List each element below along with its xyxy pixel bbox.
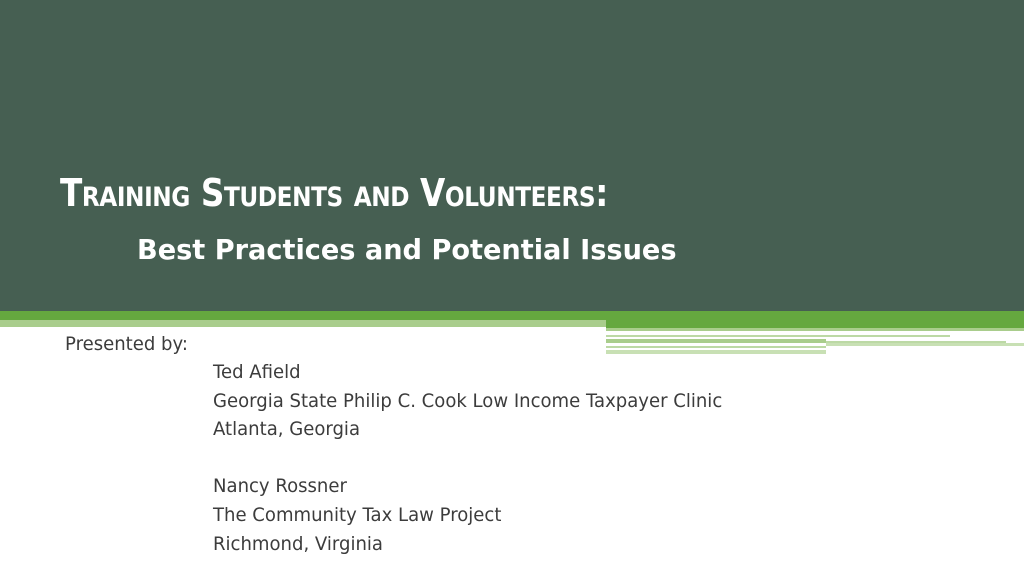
presenter-name: Ted Afield xyxy=(213,361,301,383)
accent-stripe xyxy=(606,320,1024,328)
presenter-organization: The Community Tax Law Project xyxy=(213,503,502,526)
presenter-location: Atlanta, Georgia xyxy=(213,418,361,441)
accent-stripe xyxy=(606,328,1024,331)
accent-stripe xyxy=(826,343,1024,346)
accent-stripe xyxy=(606,339,826,343)
presenter-organization: Georgia State Philip C. Cook Low Income Taxpayer Clinic xyxy=(213,389,723,412)
presenter-name: Nancy Rossner xyxy=(213,475,347,498)
presenter-block xyxy=(213,358,913,444)
accent-stripe xyxy=(606,346,826,348)
slide-subtitle: Best Practices and Potential Issues xyxy=(137,233,677,266)
accent-stripe xyxy=(0,320,606,327)
accent-stripe xyxy=(0,311,1024,320)
presented-by-label: Presented by: xyxy=(65,333,188,355)
presenter-block xyxy=(213,472,913,558)
slide-title: Training Students and Volunteers: xyxy=(60,171,608,215)
accent-stripe xyxy=(606,350,826,354)
presenter-spacer xyxy=(213,444,913,473)
accent-stripe xyxy=(606,335,950,337)
presenter-list xyxy=(213,358,913,558)
presenter-location: Richmond, Virginia xyxy=(213,532,383,555)
